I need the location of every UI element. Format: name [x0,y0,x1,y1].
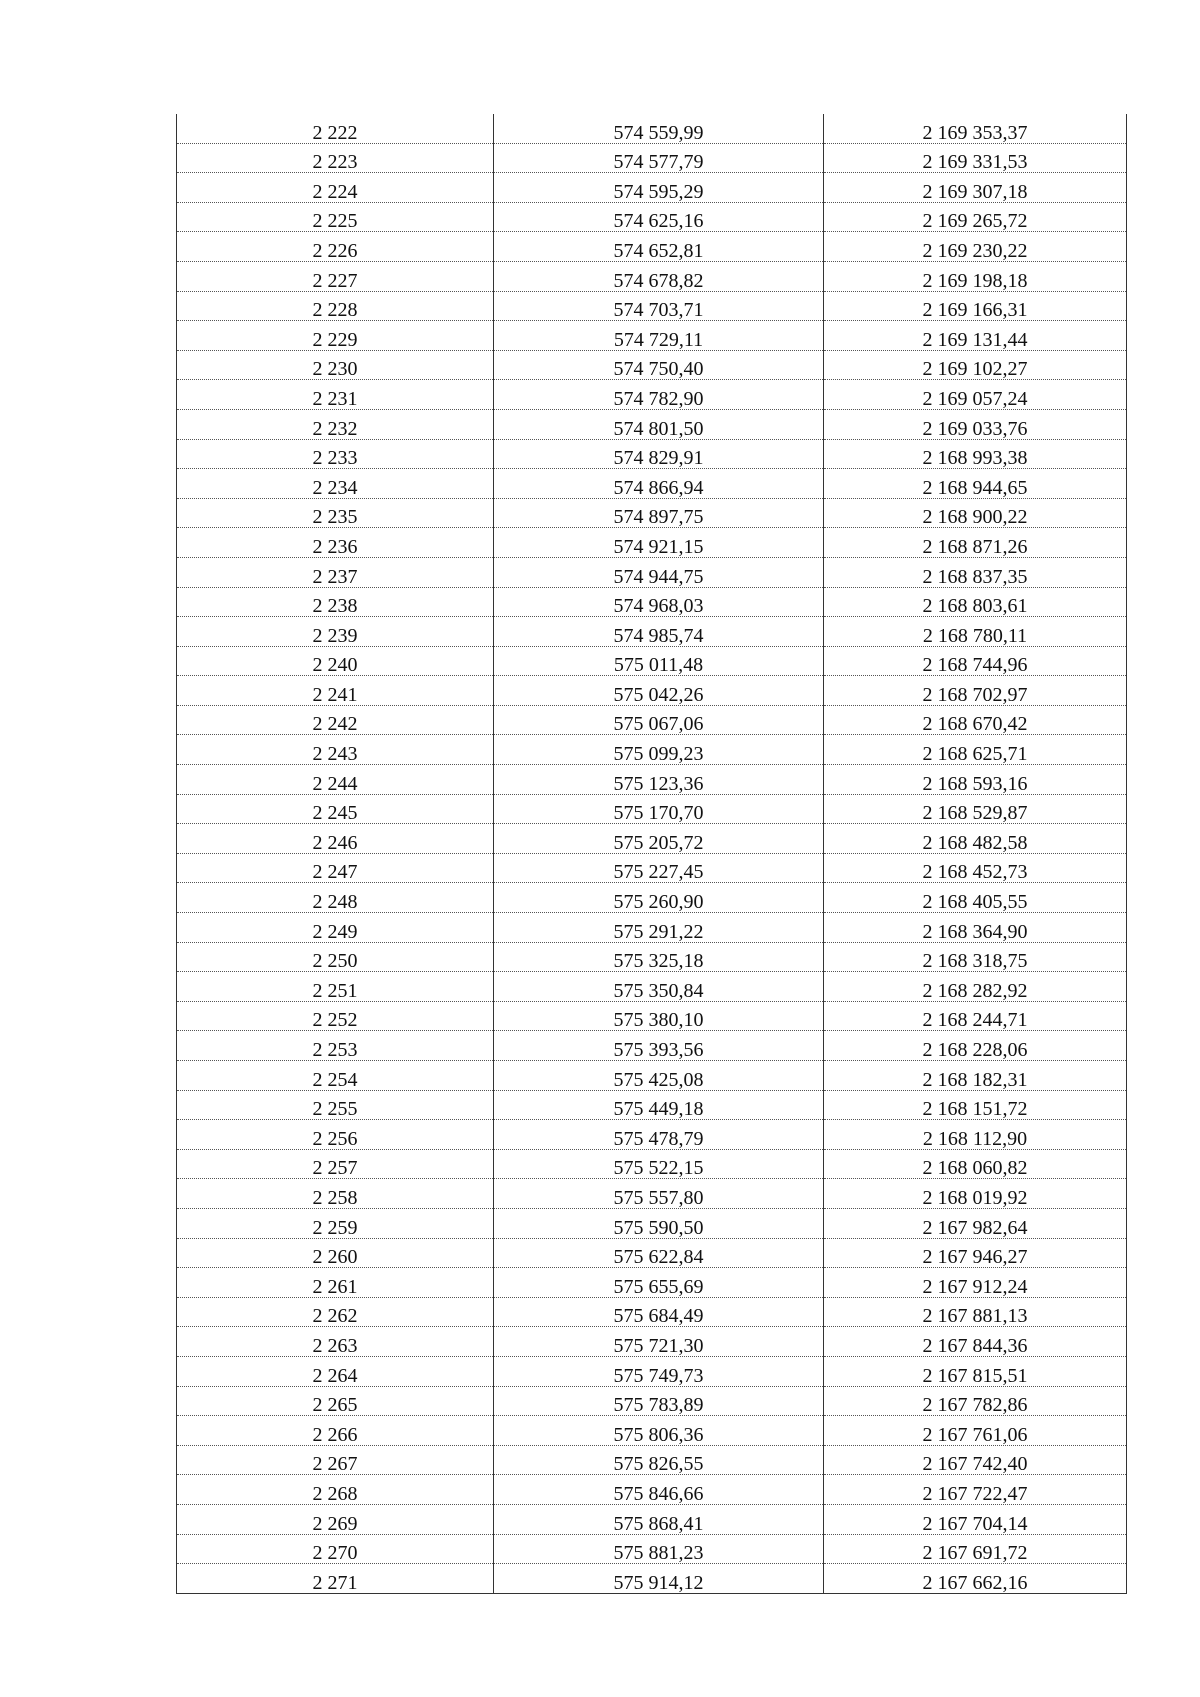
table-row [177,1504,1127,1534]
y-coordinate-cell: 2 168 993,38 [824,439,1127,469]
table-row [177,114,1127,143]
table-row [177,1120,1127,1150]
point-number-cell: 2 265 [177,1386,494,1416]
table-row [177,439,1127,469]
x-coordinate-cell: 575 449,18 [494,1090,824,1120]
table-row [177,794,1127,824]
point-number-cell: 2 232 [177,409,494,439]
point-number-cell: 2 239 [177,617,494,647]
y-coordinate-cell: 2 168 837,35 [824,557,1127,587]
x-coordinate-cell: 575 590,50 [494,1208,824,1238]
point-number-cell: 2 269 [177,1504,494,1534]
table-row [177,1031,1127,1061]
y-coordinate-cell: 2 167 704,14 [824,1504,1127,1534]
x-coordinate-cell: 575 914,12 [494,1564,824,1594]
table-row [177,1208,1127,1238]
table-row [177,528,1127,558]
x-coordinate-cell: 575 684,49 [494,1297,824,1327]
table-row [177,824,1127,854]
y-coordinate-cell: 2 169 331,53 [824,143,1127,173]
y-coordinate-cell: 2 168 405,55 [824,883,1127,913]
y-coordinate-cell: 2 168 151,72 [824,1090,1127,1120]
x-coordinate-cell: 574 801,50 [494,409,824,439]
table-row [177,1416,1127,1446]
table-row [177,1179,1127,1209]
table-row [177,676,1127,706]
table-row [177,617,1127,647]
x-coordinate-cell: 575 721,30 [494,1327,824,1357]
point-number-cell: 2 237 [177,557,494,587]
table-row [177,1356,1127,1386]
y-coordinate-cell: 2 168 452,73 [824,853,1127,883]
y-coordinate-cell: 2 168 702,97 [824,676,1127,706]
y-coordinate-cell: 2 169 033,76 [824,409,1127,439]
y-coordinate-cell: 2 169 230,22 [824,232,1127,262]
point-number-cell: 2 229 [177,321,494,351]
point-number-cell: 2 224 [177,173,494,203]
x-coordinate-cell: 575 350,84 [494,972,824,1002]
table-row [177,291,1127,321]
x-coordinate-cell: 575 846,66 [494,1475,824,1505]
x-coordinate-cell: 574 866,94 [494,469,824,499]
x-coordinate-cell: 575 622,84 [494,1238,824,1268]
point-number-cell: 2 271 [177,1564,494,1594]
x-coordinate-cell: 575 227,45 [494,853,824,883]
point-number-cell: 2 259 [177,1208,494,1238]
table-row [177,1475,1127,1505]
point-number-cell: 2 242 [177,705,494,735]
y-coordinate-cell: 2 168 228,06 [824,1031,1127,1061]
point-number-cell: 2 256 [177,1120,494,1150]
table-row [177,1149,1127,1179]
point-number-cell: 2 238 [177,587,494,617]
x-coordinate-cell: 575 868,41 [494,1504,824,1534]
point-number-cell: 2 228 [177,291,494,321]
table-row [177,173,1127,203]
point-number-cell: 2 230 [177,350,494,380]
point-number-cell: 2 249 [177,913,494,943]
x-coordinate-cell: 575 325,18 [494,942,824,972]
point-number-cell: 2 222 [177,114,494,143]
table-row [177,1386,1127,1416]
point-number-cell: 2 260 [177,1238,494,1268]
point-number-cell: 2 233 [177,439,494,469]
x-coordinate-cell: 575 557,80 [494,1179,824,1209]
table-row [177,1534,1127,1564]
table-row [177,1327,1127,1357]
point-number-cell: 2 240 [177,646,494,676]
y-coordinate-cell: 2 168 670,42 [824,705,1127,735]
y-coordinate-cell: 2 167 742,40 [824,1445,1127,1475]
y-coordinate-cell: 2 168 944,65 [824,469,1127,499]
y-coordinate-cell: 2 169 057,24 [824,380,1127,410]
x-coordinate-cell: 574 678,82 [494,261,824,291]
table-row [177,469,1127,499]
point-number-cell: 2 250 [177,942,494,972]
y-coordinate-cell: 2 168 900,22 [824,498,1127,528]
x-coordinate-cell: 574 897,75 [494,498,824,528]
y-coordinate-cell: 2 167 691,72 [824,1534,1127,1564]
point-number-cell: 2 235 [177,498,494,528]
point-number-cell: 2 257 [177,1149,494,1179]
y-coordinate-cell: 2 168 780,11 [824,617,1127,647]
y-coordinate-cell: 2 168 019,92 [824,1179,1127,1209]
point-number-cell: 2 263 [177,1327,494,1357]
x-coordinate-cell: 575 123,36 [494,765,824,795]
coordinates-table [176,114,1127,1594]
x-coordinate-cell: 575 170,70 [494,794,824,824]
point-number-cell: 2 254 [177,1061,494,1091]
table-row [177,883,1127,913]
y-coordinate-cell: 2 168 182,31 [824,1061,1127,1091]
y-coordinate-cell: 2 167 722,47 [824,1475,1127,1505]
x-coordinate-cell: 575 881,23 [494,1534,824,1564]
y-coordinate-cell: 2 168 529,87 [824,794,1127,824]
point-number-cell: 2 270 [177,1534,494,1564]
table-row [177,350,1127,380]
point-number-cell: 2 243 [177,735,494,765]
x-coordinate-cell: 574 921,15 [494,528,824,558]
table-row [177,1564,1127,1594]
point-number-cell: 2 261 [177,1268,494,1298]
y-coordinate-cell: 2 167 844,36 [824,1327,1127,1357]
y-coordinate-cell: 2 169 198,18 [824,261,1127,291]
point-number-cell: 2 264 [177,1356,494,1386]
y-coordinate-cell: 2 167 662,16 [824,1564,1127,1594]
x-coordinate-cell: 574 944,75 [494,557,824,587]
table-row [177,261,1127,291]
point-number-cell: 2 247 [177,853,494,883]
table-row [177,646,1127,676]
x-coordinate-cell: 575 042,26 [494,676,824,706]
y-coordinate-cell: 2 169 307,18 [824,173,1127,203]
y-coordinate-cell: 2 169 353,37 [824,114,1127,143]
point-number-cell: 2 253 [177,1031,494,1061]
table-row [177,735,1127,765]
y-coordinate-cell: 2 168 364,90 [824,913,1127,943]
x-coordinate-cell: 575 655,69 [494,1268,824,1298]
table-row [177,1268,1127,1298]
y-coordinate-cell: 2 168 318,75 [824,942,1127,972]
x-coordinate-cell: 574 968,03 [494,587,824,617]
point-number-cell: 2 225 [177,202,494,232]
x-coordinate-cell: 575 826,55 [494,1445,824,1475]
table-row [177,498,1127,528]
y-coordinate-cell: 2 167 982,64 [824,1208,1127,1238]
x-coordinate-cell: 575 806,36 [494,1416,824,1446]
x-coordinate-cell: 574 595,29 [494,173,824,203]
table-row [177,1001,1127,1031]
table-row [177,380,1127,410]
x-coordinate-cell: 575 425,08 [494,1061,824,1091]
table-row [177,232,1127,262]
y-coordinate-cell: 2 168 744,96 [824,646,1127,676]
x-coordinate-cell: 574 829,91 [494,439,824,469]
x-coordinate-cell: 575 393,56 [494,1031,824,1061]
table-row [177,321,1127,351]
y-coordinate-cell: 2 167 761,06 [824,1416,1127,1446]
y-coordinate-cell: 2 169 166,31 [824,291,1127,321]
point-number-cell: 2 231 [177,380,494,410]
y-coordinate-cell: 2 168 112,90 [824,1120,1127,1150]
y-coordinate-cell: 2 168 593,16 [824,765,1127,795]
table-row [177,1297,1127,1327]
table-row [177,557,1127,587]
x-coordinate-cell: 574 625,16 [494,202,824,232]
y-coordinate-cell: 2 169 265,72 [824,202,1127,232]
x-coordinate-cell: 575 205,72 [494,824,824,854]
table-row [177,587,1127,617]
x-coordinate-cell: 575 067,06 [494,705,824,735]
point-number-cell: 2 251 [177,972,494,1002]
x-coordinate-cell: 575 011,48 [494,646,824,676]
point-number-cell: 2 234 [177,469,494,499]
y-coordinate-cell: 2 167 946,27 [824,1238,1127,1268]
table-row [177,765,1127,795]
point-number-cell: 2 267 [177,1445,494,1475]
y-coordinate-cell: 2 167 912,24 [824,1268,1127,1298]
y-coordinate-cell: 2 168 482,58 [824,824,1127,854]
y-coordinate-cell: 2 167 782,86 [824,1386,1127,1416]
table-row [177,972,1127,1002]
x-coordinate-cell: 574 985,74 [494,617,824,647]
point-number-cell: 2 223 [177,143,494,173]
point-number-cell: 2 262 [177,1297,494,1327]
table-row [177,853,1127,883]
x-coordinate-cell: 574 703,71 [494,291,824,321]
point-number-cell: 2 255 [177,1090,494,1120]
table-row [177,1061,1127,1091]
x-coordinate-cell: 575 260,90 [494,883,824,913]
y-coordinate-cell: 2 169 131,44 [824,321,1127,351]
x-coordinate-cell: 574 559,99 [494,114,824,143]
point-number-cell: 2 236 [177,528,494,558]
x-coordinate-cell: 574 750,40 [494,350,824,380]
y-coordinate-cell: 2 167 815,51 [824,1356,1127,1386]
x-coordinate-cell: 574 782,90 [494,380,824,410]
table-row [177,705,1127,735]
coordinates-table-body [177,114,1127,1593]
x-coordinate-cell: 574 652,81 [494,232,824,262]
point-number-cell: 2 258 [177,1179,494,1209]
x-coordinate-cell: 575 749,73 [494,1356,824,1386]
x-coordinate-cell: 574 577,79 [494,143,824,173]
point-number-cell: 2 226 [177,232,494,262]
x-coordinate-cell: 575 291,22 [494,913,824,943]
y-coordinate-cell: 2 169 102,27 [824,350,1127,380]
y-coordinate-cell: 2 168 625,71 [824,735,1127,765]
x-coordinate-cell: 575 783,89 [494,1386,824,1416]
x-coordinate-cell: 575 380,10 [494,1001,824,1031]
point-number-cell: 2 248 [177,883,494,913]
y-coordinate-cell: 2 168 244,71 [824,1001,1127,1031]
y-coordinate-cell: 2 168 803,61 [824,587,1127,617]
y-coordinate-cell: 2 167 881,13 [824,1297,1127,1327]
point-number-cell: 2 246 [177,824,494,854]
point-number-cell: 2 227 [177,261,494,291]
x-coordinate-cell: 574 729,11 [494,321,824,351]
x-coordinate-cell: 575 478,79 [494,1120,824,1150]
table-row [177,1238,1127,1268]
point-number-cell: 2 268 [177,1475,494,1505]
y-coordinate-cell: 2 168 060,82 [824,1149,1127,1179]
point-number-cell: 2 266 [177,1416,494,1446]
table-row [177,1090,1127,1120]
point-number-cell: 2 245 [177,794,494,824]
table-row [177,202,1127,232]
point-number-cell: 2 252 [177,1001,494,1031]
x-coordinate-cell: 575 522,15 [494,1149,824,1179]
table-row [177,409,1127,439]
table-row [177,143,1127,173]
table-row [177,942,1127,972]
table-row [177,1445,1127,1475]
table-row [177,913,1127,943]
y-coordinate-cell: 2 168 871,26 [824,528,1127,558]
point-number-cell: 2 244 [177,765,494,795]
y-coordinate-cell: 2 168 282,92 [824,972,1127,1002]
point-number-cell: 2 241 [177,676,494,706]
x-coordinate-cell: 575 099,23 [494,735,824,765]
